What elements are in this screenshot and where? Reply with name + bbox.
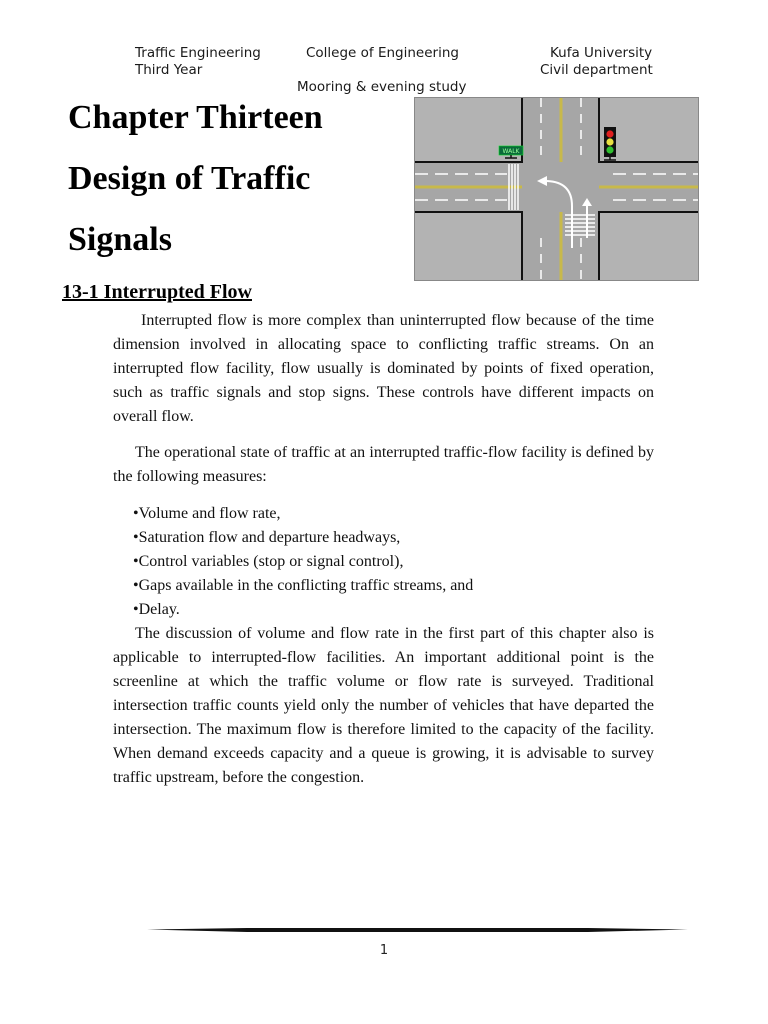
intersection-diagram (414, 97, 699, 281)
footer-divider (147, 927, 688, 933)
header-university: Kufa University (550, 45, 653, 61)
corner-block-sw (415, 212, 522, 280)
list-item: • Gaps available in the conflicting traffic streams, and (133, 574, 473, 598)
corner-block-se (599, 212, 698, 280)
list-item: • Saturation flow and departure headways, (133, 526, 473, 550)
header-study: Mooring & evening study (297, 79, 467, 95)
signal-red-light (606, 130, 613, 137)
paragraph-measures: The operational state of traffic at an interrupted traffic-flow facility is defined by the following measures: (113, 444, 654, 485)
header-course: Traffic Engineering (135, 45, 261, 61)
page-number: 1 (379, 943, 389, 958)
header-college: College of Engineering (306, 45, 459, 61)
header-department: Civil department (540, 62, 653, 78)
list-item: • Volume and flow rate, (133, 502, 473, 526)
walk-sign-text: WALK (502, 148, 520, 155)
chapter-subtitle-line1: Design of Traffic (68, 160, 311, 197)
signal-green-light (606, 146, 613, 153)
chapter-subtitle-line2: Signals (68, 221, 172, 258)
paragraph-discussion: The discussion of volume and flow rate in the first part of this chapter also is applicable to interrupted-flow facilities. An important additional point is the screenline at which the traffic volume or flow rate is surveyed. Traditional intersection traffic counts yield only the number of vehicles that have departed the intersection. The maximum flow is therefore limited to the capacity of the facility. When demand exceeds capacity and a queue is growing, it is advisable to survey traffic upstream, before the congestion. (113, 625, 654, 786)
section-title: 13-1 Interrupted Flow (62, 281, 252, 303)
measures-list (133, 502, 473, 622)
header-year: Third Year (135, 62, 203, 78)
list-item: • Control variables (stop or signal control), (133, 550, 473, 574)
paragraph-intro: Interrupted flow is more complex than uninterrupted flow because of the time dimension involved in allocating space to conflicting traffic streams. On an interrupted flow facility, flow usually is dominated by points of fixed operation, such as traffic signals and stop signs. These controls have different impacts on overall flow. (113, 312, 654, 425)
list-item: • Delay. (133, 598, 473, 622)
chapter-title: Chapter Thirteen (68, 99, 323, 136)
signal-yellow-light (606, 138, 613, 145)
